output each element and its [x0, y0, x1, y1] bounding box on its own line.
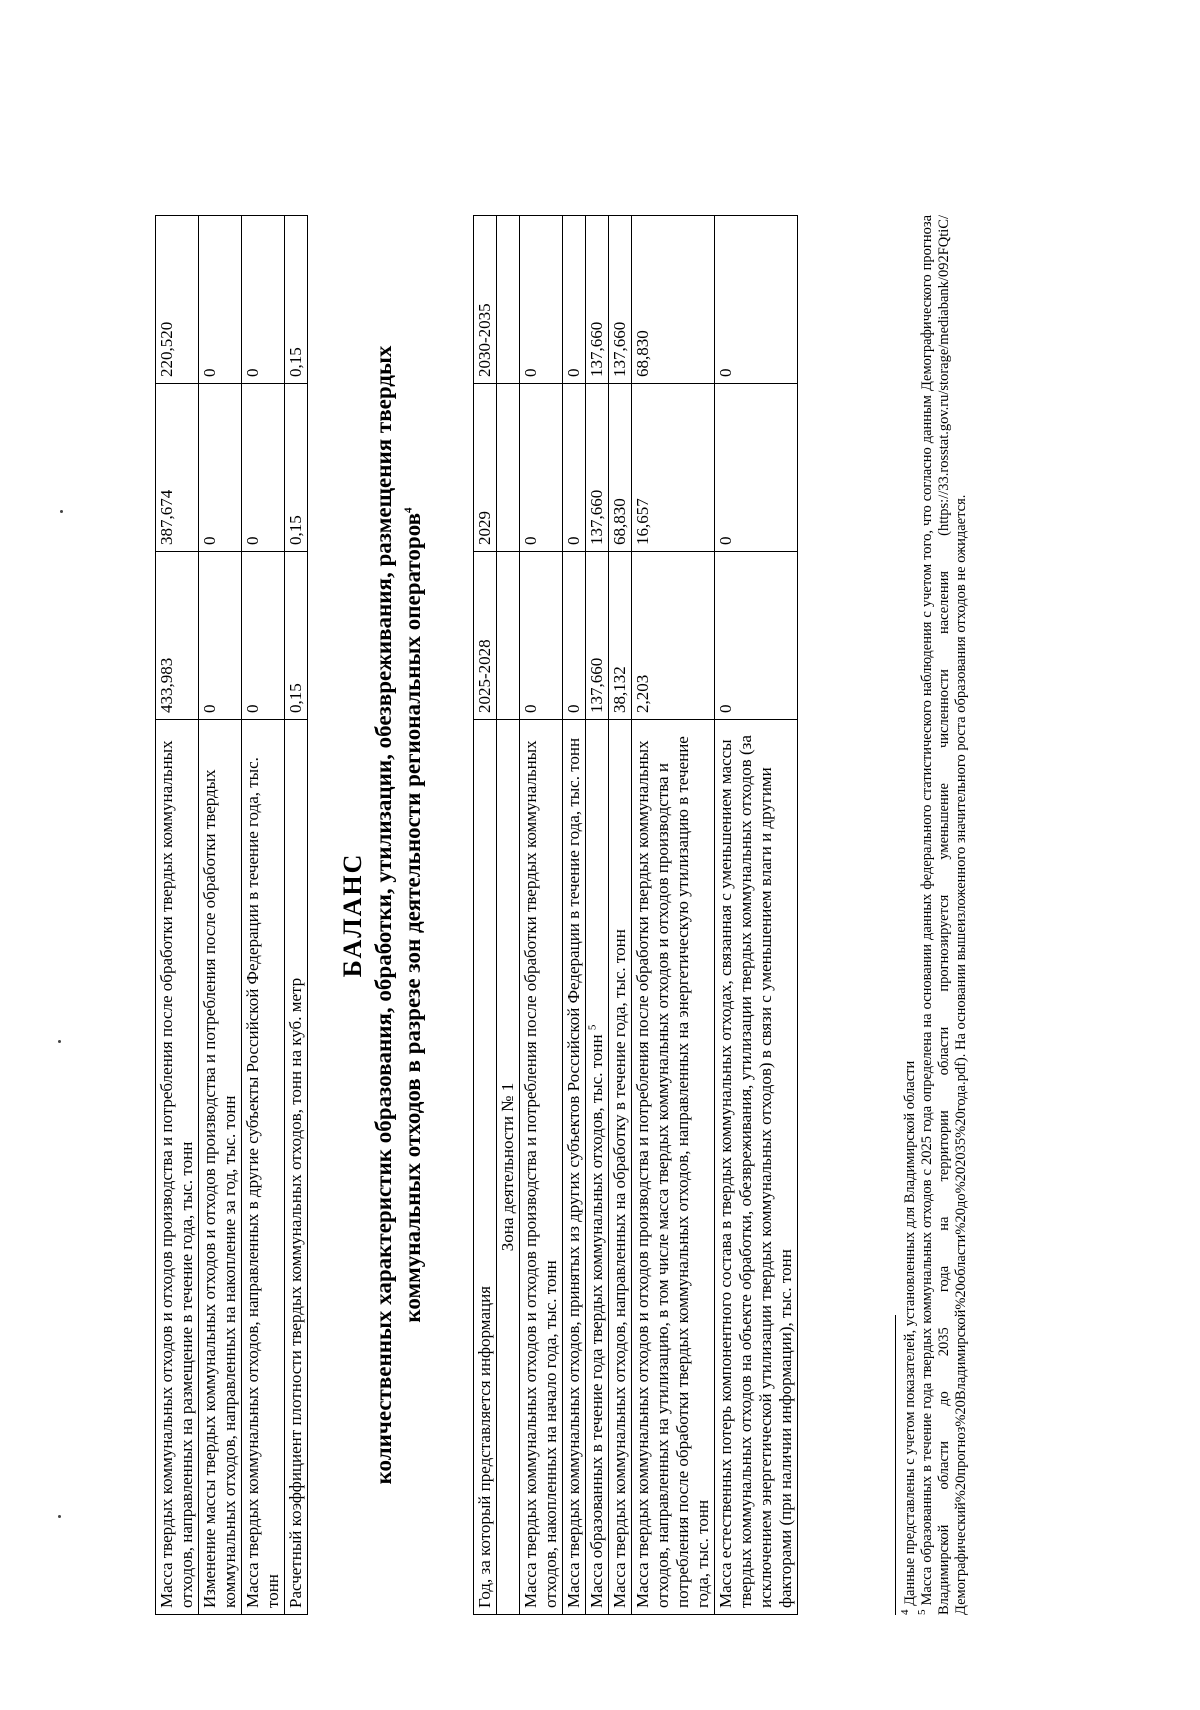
scan-speck [58, 1515, 61, 1518]
row-value: 0,15 [285, 384, 308, 552]
footnote-text: Масса образованных в течение года твердых коммунальных отходов с 2025 года определена на основании данных федерального статистического наблюдения с учетом того, что согласно данным Демографического прогноза Владимирской области до 2035 года на территории области прогнозируется уменьшение численности населения (https://33.rosstat.gov.ru/storage/mediabank/092FQtiC/Демографический%20прогноз%20Владимирской%20области%20до%202035%20года.pdf). На основании вышеизложенного значительного роста образования отходов не ожидается. [919, 214, 969, 1615]
balance-table [473, 215, 798, 1615]
row-label-text: Масса образованных в течение года твердых коммунальных отходов, тыс. тонн [587, 1034, 606, 1608]
header-label: Год, за который представляется информация [474, 720, 497, 1615]
document-title [337, 215, 427, 1615]
row-value: 0 [563, 552, 586, 720]
header-year: 2025-2028 [474, 552, 497, 720]
row-label: Масса твердых коммунальных отходов и отходов производства и потребления после обработки твердых коммунальных отходов, накопленных на начало года, тыс. тонн [520, 720, 563, 1615]
row-value: 0 [199, 216, 242, 384]
row-value: 0 [199, 552, 242, 720]
row-value: 137,660 [586, 384, 609, 552]
row-value: 2,203 [632, 552, 715, 720]
row-value: 0 [563, 216, 586, 384]
footnote-number: 5 [916, 1609, 929, 1615]
row-value: 137,660 [586, 216, 609, 384]
table-row [609, 216, 632, 1615]
zone-label: Зона деятельности № 1 [497, 720, 520, 1615]
row-value: 38,132 [609, 552, 632, 720]
top-continuation-table [155, 215, 308, 1615]
scan-speck [60, 510, 63, 513]
row-label: Расчетный коэффициент плотности твердых коммунальных отходов, тонн на куб. метр [285, 720, 308, 1615]
table-row [242, 216, 285, 1615]
table-header-row [474, 216, 497, 1615]
header-year: 2029 [474, 384, 497, 552]
row-label [586, 720, 609, 1615]
title-line-2-text: коммунальных отходов в разрезе зон деятельности региональных операторов [400, 512, 425, 1323]
table-row [199, 216, 242, 1615]
footnote-divider [895, 1315, 896, 1615]
row-label: Масса твердых коммунальных отходов и отходов производства и потребления после обработки твердых коммунальных отходов, направленных на утилизацию, в том числе масса твердых коммунальных отходов и отходов производства и потребления после обработки твердых коммунальных отходов, направленных на энергетическую утилизацию в течение года, тыс. тонн [632, 720, 715, 1615]
row-value: 0 [199, 384, 242, 552]
table-row [586, 216, 609, 1615]
zone-row [497, 216, 520, 1615]
row-value: 0 [563, 384, 586, 552]
row-value: 137,660 [609, 216, 632, 384]
row-value: 0 [242, 552, 285, 720]
row-value: 137,660 [586, 552, 609, 720]
title-line-1: количественных характеристик образования, обработки, утилизации, обезвреживания, размещения твердых [371, 345, 396, 1485]
table-row [715, 216, 798, 1615]
row-value: 0 [715, 216, 798, 384]
row-label: Масса твердых коммунальных отходов, направленных на обработку в течение года, тыс. тонн [609, 720, 632, 1615]
row-value: 0,15 [285, 216, 308, 384]
row-label: Масса твердых коммунальных отходов, направленных в другие субъекты Российской Федерации в течение года, тыс. тонн [242, 720, 285, 1615]
table-row [156, 216, 199, 1615]
footnote-ref: 5 [586, 1024, 599, 1031]
row-value: 0 [520, 384, 563, 552]
footnote-4 [899, 215, 919, 1615]
row-value: 0 [715, 552, 798, 720]
footnote-number: 4 [899, 1609, 912, 1615]
row-value: 433,983 [156, 552, 199, 720]
scan-speck [58, 1040, 61, 1043]
row-value: 0 [520, 216, 563, 384]
row-value: 220,520 [156, 216, 199, 384]
footnote-5 [916, 214, 970, 1615]
rotated-document-page [155, 75, 1165, 1615]
footnote-text: Данные представлены с учетом показателей, установленных для Владимирской области [902, 1060, 918, 1606]
title-balance: БАЛАНС [338, 852, 367, 978]
row-value: 16,657 [632, 384, 715, 552]
row-value: 0 [715, 384, 798, 552]
row-value: 0 [242, 216, 285, 384]
table-row [632, 216, 715, 1615]
footnote-ref: 4 [402, 507, 415, 513]
row-label: Масса твердых коммунальных отходов, принятых из других субъектов Российской Федерации в течение года, тыс. тонн [563, 720, 586, 1615]
row-label: Масса твердых коммунальных отходов и отходов производства и потребления после обработки твердых коммунальных отходов, направленных на размещение в течение года, тыс. тонн [156, 720, 199, 1615]
title-line-2 [398, 215, 427, 1615]
row-value: 68,830 [609, 384, 632, 552]
header-year: 2030-2035 [474, 216, 497, 384]
table-row [285, 216, 308, 1615]
row-value: 0 [242, 384, 285, 552]
footnotes [895, 215, 970, 1615]
row-value: 68,830 [632, 216, 715, 384]
row-label: Изменение массы твердых коммунальных отходов и отходов производства и потребления после обработки твердых коммунальных отходов, направленных на накопление за год, тыс. тонн [199, 720, 242, 1615]
table-row [563, 216, 586, 1615]
row-label: Масса естественных потерь компонентного состава в твердых коммунальных отходах, связанная с уменьшением массы твердых коммунальных отходов на объекте обработки, обезвреживания, утилизации твердых коммунальных отходов (за исключением энергетической утилизации твердых коммунальных отходов) в связи с уменьшением влаги и другими факторами (при наличии информации), тыс. тонн [715, 720, 798, 1615]
row-value: 0 [520, 552, 563, 720]
row-value: 387,674 [156, 384, 199, 552]
row-value: 0,15 [285, 552, 308, 720]
table-row [520, 216, 563, 1615]
